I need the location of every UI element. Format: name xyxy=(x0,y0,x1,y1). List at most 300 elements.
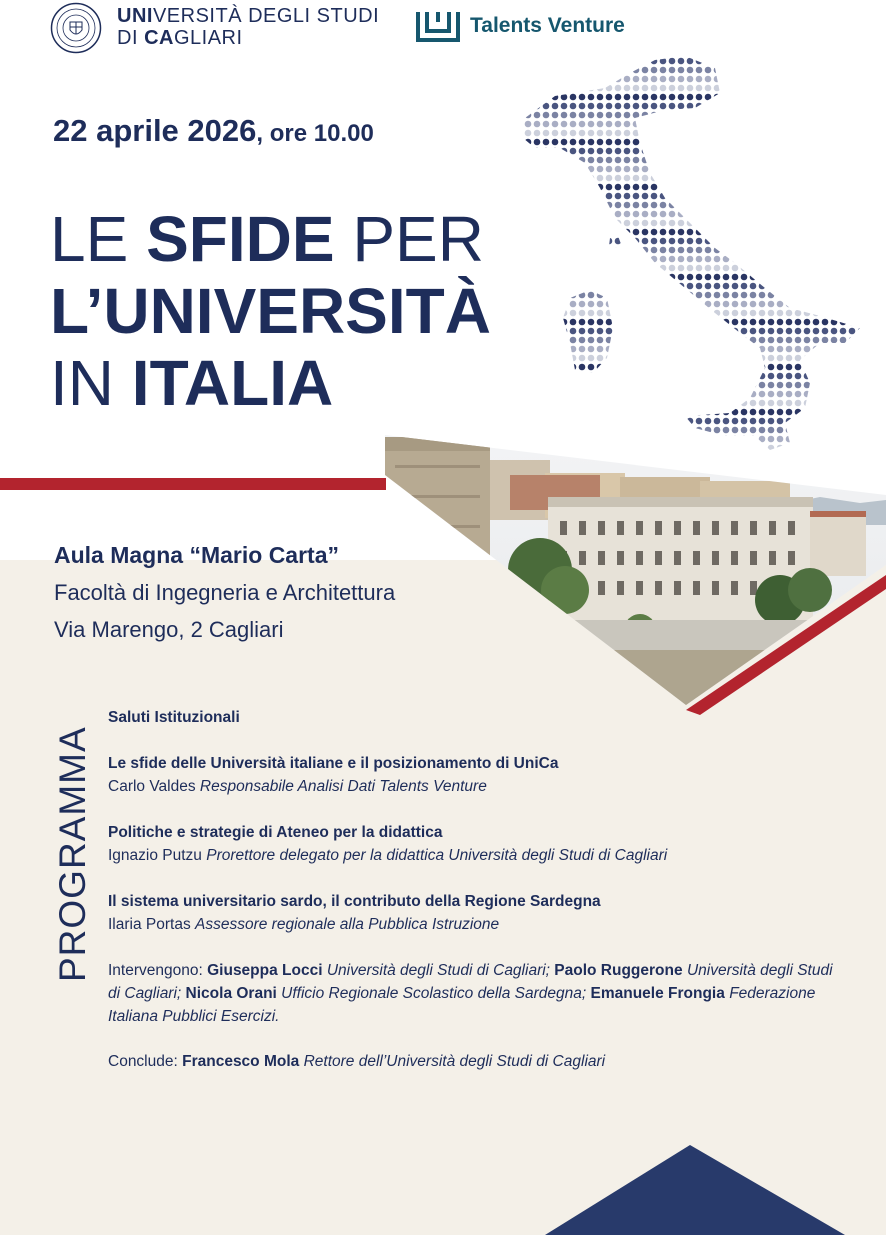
map-dot xyxy=(642,103,649,110)
map-dot xyxy=(867,157,874,164)
map-dot xyxy=(624,220,631,227)
map-dot xyxy=(714,301,721,308)
map-dot xyxy=(840,274,847,281)
map-dot xyxy=(525,166,532,173)
map-dot xyxy=(777,76,784,83)
map-dot xyxy=(822,94,829,101)
map-dot xyxy=(570,265,577,272)
map-dot xyxy=(858,103,865,110)
map-dot xyxy=(651,220,658,227)
map-dot xyxy=(552,139,559,146)
map-dot xyxy=(561,184,568,191)
map-dot xyxy=(633,85,640,92)
map-dot xyxy=(867,337,874,344)
map-dot xyxy=(543,166,550,173)
map-dot xyxy=(777,265,784,272)
map-dot xyxy=(849,184,856,191)
map-dot xyxy=(822,220,829,227)
map-dot xyxy=(525,328,532,335)
map-dot xyxy=(849,391,856,398)
map-dot xyxy=(642,247,649,254)
map-dot xyxy=(858,229,865,236)
map-dot xyxy=(597,310,604,317)
map-dot xyxy=(516,229,523,236)
map-dot xyxy=(741,328,748,335)
map-dot xyxy=(831,301,838,308)
map-dot xyxy=(786,274,793,281)
map-dot xyxy=(678,58,685,65)
map-dot xyxy=(741,202,748,209)
map-dot xyxy=(669,355,676,362)
map-dot xyxy=(597,265,604,272)
map-dot xyxy=(714,373,721,380)
map-dot xyxy=(561,346,568,353)
speaker-3-role: Ufficio Regionale Scolastico della Sardegna; xyxy=(281,985,587,1002)
map-dot xyxy=(552,256,559,263)
map-dot xyxy=(822,85,829,92)
map-dot xyxy=(867,193,874,200)
map-dot xyxy=(777,346,784,353)
map-dot xyxy=(579,103,586,110)
map-dot xyxy=(633,292,640,299)
map-dot xyxy=(741,400,748,407)
map-dot xyxy=(831,166,838,173)
map-dot xyxy=(813,247,820,254)
map-dot xyxy=(615,94,622,101)
map-dot xyxy=(804,175,811,182)
map-dot xyxy=(597,256,604,263)
map-dot xyxy=(534,337,541,344)
map-dot xyxy=(804,85,811,92)
map-dot xyxy=(831,274,838,281)
map-dot xyxy=(552,85,559,92)
map-dot xyxy=(867,355,874,362)
map-dot xyxy=(525,337,532,344)
map-dot xyxy=(858,220,865,227)
map-dot xyxy=(660,193,667,200)
map-dot xyxy=(795,175,802,182)
map-dot xyxy=(858,157,865,164)
map-dot xyxy=(570,274,577,281)
map-dot xyxy=(552,49,559,56)
map-dot xyxy=(678,193,685,200)
map-dot xyxy=(588,328,595,335)
map-dot xyxy=(678,211,685,218)
map-dot xyxy=(759,337,766,344)
map-dot xyxy=(696,409,703,416)
map-dot xyxy=(777,328,784,335)
map-dot xyxy=(831,391,838,398)
map-dot xyxy=(570,319,577,326)
map-dot xyxy=(525,391,532,398)
date-text: 22 aprile 2026 xyxy=(53,113,257,148)
map-dot xyxy=(831,346,838,353)
map-dot xyxy=(669,382,676,389)
map-dot xyxy=(795,274,802,281)
map-dot xyxy=(669,139,676,146)
map-dot xyxy=(741,319,748,326)
map-dot xyxy=(705,238,712,245)
map-dot xyxy=(606,166,613,173)
map-dot xyxy=(633,409,640,416)
conclude-role: Rettore dell’Università degli Studi di Cagliari xyxy=(303,1053,606,1070)
map-dot xyxy=(777,337,784,344)
map-dot xyxy=(615,409,622,416)
map-dot xyxy=(606,418,613,425)
speaker-2-name: Paolo Ruggerone xyxy=(554,962,683,979)
map-dot xyxy=(651,373,658,380)
map-dot xyxy=(723,274,730,281)
map-dot xyxy=(651,49,658,56)
map-dot xyxy=(786,292,793,299)
map-dot xyxy=(615,328,622,335)
map-dot xyxy=(822,58,829,65)
map-dot xyxy=(579,76,586,83)
map-dot xyxy=(534,373,541,380)
map-dot xyxy=(597,373,604,380)
map-dot xyxy=(651,112,658,119)
map-dot xyxy=(525,283,532,290)
map-dot xyxy=(516,274,523,281)
map-dot xyxy=(561,166,568,173)
map-dot xyxy=(705,220,712,227)
map-dot xyxy=(633,283,640,290)
map-dot xyxy=(777,67,784,74)
map-dot xyxy=(804,418,811,425)
map-dot xyxy=(552,283,559,290)
map-dot xyxy=(768,337,775,344)
map-dot xyxy=(795,229,802,236)
map-dot xyxy=(858,238,865,245)
map-dot xyxy=(696,211,703,218)
map-dot xyxy=(813,346,820,353)
map-dot xyxy=(579,121,586,128)
map-dot xyxy=(750,157,757,164)
map-dot xyxy=(840,238,847,245)
map-dot xyxy=(813,220,820,227)
map-dot xyxy=(633,67,640,74)
map-dot xyxy=(624,103,631,110)
map-dot xyxy=(705,85,712,92)
map-dot xyxy=(768,130,775,137)
map-dot xyxy=(723,328,730,335)
map-dot xyxy=(624,202,631,209)
map-dot xyxy=(804,58,811,65)
map-dot xyxy=(741,193,748,200)
map-dot xyxy=(615,202,622,209)
map-dot xyxy=(804,400,811,407)
map-dot xyxy=(570,346,577,353)
map-dot xyxy=(525,256,532,263)
map-dot xyxy=(570,67,577,74)
map-dot xyxy=(849,94,856,101)
map-dot xyxy=(777,175,784,182)
map-dot xyxy=(534,382,541,389)
map-dot xyxy=(750,364,757,371)
map-dot xyxy=(570,157,577,164)
map-dot xyxy=(705,301,712,308)
map-dot xyxy=(552,94,559,101)
map-dot xyxy=(786,139,793,146)
map-dot xyxy=(660,94,667,101)
map-dot xyxy=(804,346,811,353)
map-dot xyxy=(741,391,748,398)
map-dot xyxy=(822,121,829,128)
map-dot xyxy=(732,409,739,416)
map-dot xyxy=(714,418,721,425)
map-dot xyxy=(858,85,865,92)
map-dot xyxy=(579,364,586,371)
map-dot xyxy=(813,193,820,200)
map-dot xyxy=(786,283,793,290)
map-dot xyxy=(543,400,550,407)
map-dot xyxy=(786,400,793,407)
map-dot xyxy=(777,85,784,92)
map-dot xyxy=(741,157,748,164)
map-dot xyxy=(849,58,856,65)
map-dot xyxy=(570,202,577,209)
map-dot xyxy=(678,184,685,191)
map-dot xyxy=(813,76,820,83)
map-dot xyxy=(552,67,559,74)
map-dot xyxy=(525,58,532,65)
map-dot xyxy=(831,400,838,407)
map-dot xyxy=(579,391,586,398)
map-dot xyxy=(669,292,676,299)
map-dot xyxy=(552,103,559,110)
map-dot xyxy=(759,355,766,362)
map-dot xyxy=(741,382,748,389)
map-dot xyxy=(714,328,721,335)
map-dot xyxy=(624,247,631,254)
map-dot xyxy=(723,247,730,254)
title-per: PER xyxy=(334,203,484,275)
map-dot xyxy=(822,364,829,371)
map-dot xyxy=(768,400,775,407)
map-dot xyxy=(813,391,820,398)
map-dot xyxy=(759,364,766,371)
map-dot xyxy=(525,157,532,164)
map-dot xyxy=(552,301,559,308)
map-dot xyxy=(525,148,532,155)
map-dot xyxy=(714,409,721,416)
map-dot xyxy=(678,247,685,254)
map-dot xyxy=(705,193,712,200)
map-dot xyxy=(570,409,577,416)
map-dot xyxy=(858,211,865,218)
map-dot xyxy=(642,58,649,65)
palace-window xyxy=(617,551,624,565)
palace-window xyxy=(693,581,700,595)
map-dot xyxy=(642,121,649,128)
map-dot xyxy=(732,103,739,110)
map-dot xyxy=(804,130,811,137)
map-dot xyxy=(543,373,550,380)
map-dot xyxy=(543,355,550,362)
map-dot xyxy=(849,202,856,209)
map-dot xyxy=(867,220,874,227)
map-dot xyxy=(705,274,712,281)
title-le: LE xyxy=(50,203,147,275)
map-dot xyxy=(858,256,865,263)
map-dot xyxy=(615,319,622,326)
map-dot xyxy=(597,337,604,344)
map-dot xyxy=(840,49,847,56)
map-dot xyxy=(606,67,613,74)
map-dot xyxy=(615,148,622,155)
map-dot xyxy=(849,157,856,164)
map-dot xyxy=(858,337,865,344)
map-dot xyxy=(543,76,550,83)
map-dot xyxy=(678,157,685,164)
map-dot xyxy=(534,166,541,173)
map-dot xyxy=(534,319,541,326)
map-dot xyxy=(867,247,874,254)
map-dot xyxy=(723,184,730,191)
map-dot xyxy=(561,355,568,362)
map-dot xyxy=(714,337,721,344)
map-dot xyxy=(669,319,676,326)
map-dot xyxy=(516,193,523,200)
map-dot xyxy=(723,319,730,326)
map-dot xyxy=(678,148,685,155)
map-dot xyxy=(687,49,694,56)
map-dot xyxy=(588,184,595,191)
map-dot xyxy=(678,382,685,389)
map-dot xyxy=(768,67,775,74)
map-dot xyxy=(651,175,658,182)
palace-window xyxy=(750,521,757,535)
map-dot xyxy=(615,67,622,74)
map-dot xyxy=(660,76,667,83)
map-dot xyxy=(759,256,766,263)
program-item-4 xyxy=(108,890,838,936)
map-dot xyxy=(606,49,613,56)
map-dot xyxy=(831,184,838,191)
map-dot xyxy=(822,166,829,173)
map-dot xyxy=(741,175,748,182)
map-dot xyxy=(714,283,721,290)
map-dot xyxy=(723,409,730,416)
map-dot xyxy=(633,49,640,56)
map-dot xyxy=(840,76,847,83)
map-dot xyxy=(849,139,856,146)
map-dot xyxy=(750,391,757,398)
map-dot xyxy=(669,364,676,371)
map-dot xyxy=(813,310,820,317)
map-dot xyxy=(867,256,874,263)
map-dot xyxy=(795,49,802,56)
map-dot xyxy=(678,67,685,74)
map-dot xyxy=(561,373,568,380)
photo-content xyxy=(385,425,886,725)
map-dot xyxy=(624,283,631,290)
map-dot xyxy=(561,175,568,182)
map-dot xyxy=(786,130,793,137)
map-dot xyxy=(588,148,595,155)
map-dot xyxy=(534,211,541,218)
map-dot xyxy=(570,337,577,344)
map-dot xyxy=(741,67,748,74)
map-dot xyxy=(516,211,523,218)
map-dot xyxy=(624,310,631,317)
map-dot xyxy=(570,184,577,191)
map-dot xyxy=(624,238,631,245)
map-dot xyxy=(633,103,640,110)
map-dot xyxy=(579,418,586,425)
map-dot xyxy=(534,274,541,281)
map-dot xyxy=(534,193,541,200)
map-dot xyxy=(651,256,658,263)
map-dot xyxy=(597,364,604,371)
map-dot xyxy=(849,364,856,371)
map-dot xyxy=(633,391,640,398)
map-dot xyxy=(624,301,631,308)
map-dot xyxy=(696,355,703,362)
map-dot xyxy=(795,418,802,425)
map-dot xyxy=(831,265,838,272)
map-dot xyxy=(579,274,586,281)
map-dot xyxy=(858,355,865,362)
map-dot xyxy=(849,247,856,254)
map-dot xyxy=(849,238,856,245)
map-dot xyxy=(552,211,559,218)
map-dot xyxy=(714,382,721,389)
map-dot xyxy=(813,238,820,245)
map-dot xyxy=(696,265,703,272)
map-dot xyxy=(561,292,568,299)
map-dot xyxy=(696,292,703,299)
map-dot xyxy=(525,409,532,416)
map-dot xyxy=(849,301,856,308)
map-dot xyxy=(687,76,694,83)
map-dot xyxy=(579,400,586,407)
map-dot xyxy=(579,130,586,137)
map-dot xyxy=(705,337,712,344)
map-dot xyxy=(561,148,568,155)
map-dot xyxy=(813,94,820,101)
map-dot xyxy=(696,337,703,344)
map-dot xyxy=(615,130,622,137)
map-dot xyxy=(750,346,757,353)
map-dot xyxy=(822,112,829,119)
map-dot xyxy=(651,121,658,128)
map-dot xyxy=(750,256,757,263)
map-dot xyxy=(750,220,757,227)
map-dot xyxy=(687,229,694,236)
map-dot xyxy=(678,49,685,56)
map-dot xyxy=(687,418,694,425)
map-dot xyxy=(840,337,847,344)
map-dot xyxy=(525,220,532,227)
map-dot xyxy=(714,310,721,317)
map-dot xyxy=(624,76,631,83)
map-dot xyxy=(714,67,721,74)
map-dot xyxy=(714,175,721,182)
map-dot xyxy=(822,175,829,182)
map-dot xyxy=(687,58,694,65)
map-dot xyxy=(561,400,568,407)
map-dot xyxy=(813,328,820,335)
venue-faculty: Facoltà di Ingegneria e Architettura xyxy=(54,580,396,605)
map-dot xyxy=(696,301,703,308)
map-dot xyxy=(759,382,766,389)
map-dot xyxy=(732,130,739,137)
map-dot xyxy=(561,409,568,416)
map-dot xyxy=(858,283,865,290)
map-dot xyxy=(804,220,811,227)
map-dot xyxy=(660,391,667,398)
